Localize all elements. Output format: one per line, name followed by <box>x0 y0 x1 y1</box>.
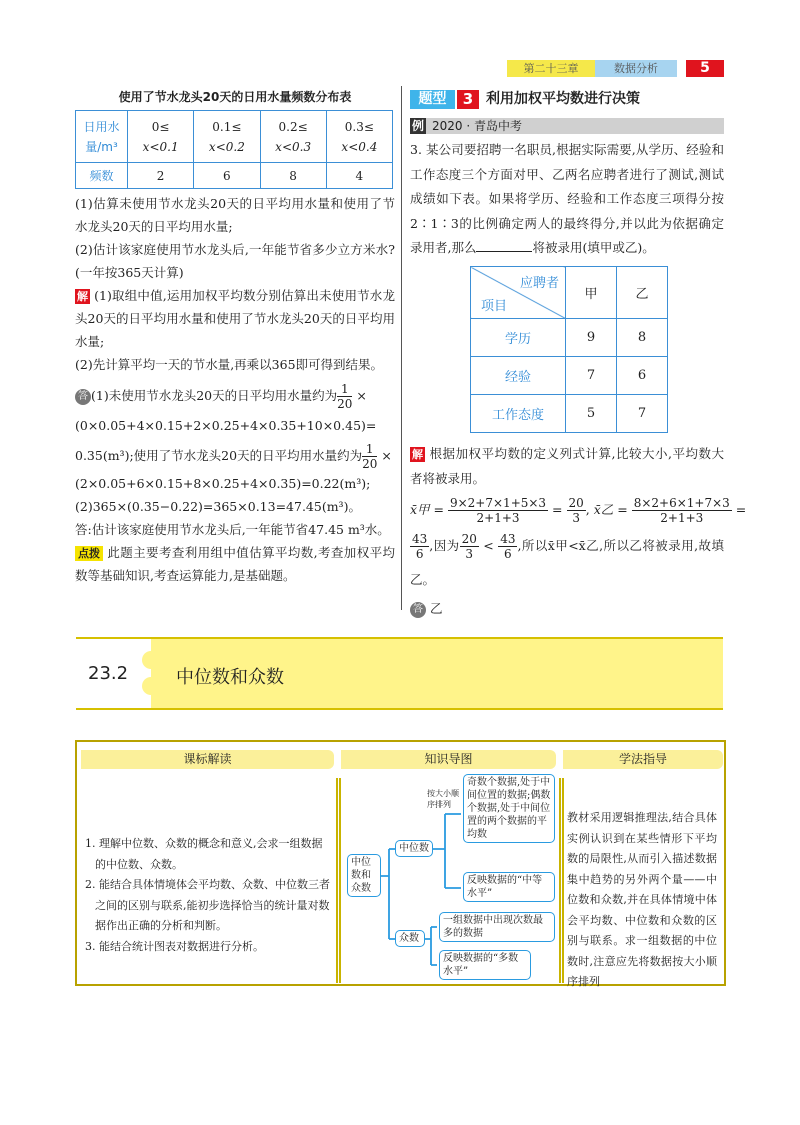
freq-cell: 4 <box>326 163 392 189</box>
answer: 答 (1)未使用节水龙头20天的日平均用水量约为 $\frac{1}{20}$ × <box>75 380 395 412</box>
question-type-number: 3 <box>457 90 479 109</box>
freq-cell: 2 <box>128 163 194 189</box>
list-item: 2. 能结合具体情境体会平均数、众数、中位数三者之间的区别与联系,能初步选择恰当的统计量对数据作出正确的分析和判断。 <box>85 878 330 932</box>
score-cell: 7 <box>617 395 668 433</box>
col-header: 乙 <box>617 267 668 319</box>
score-cell: 5 <box>566 395 617 433</box>
interval-cell: 0.3≤ x<0.4 <box>326 111 392 163</box>
question-type-title: 利用加权平均数进行决策 <box>486 91 640 107</box>
answer-line: (2)365×(0.35−0.22)=365×0.13=47.45(m³)。 <box>75 499 361 514</box>
sort-note: 按大小顺序排列 <box>427 789 459 809</box>
solution-tag: 解 <box>77 290 88 303</box>
mindmap-median: 中位数 <box>395 840 433 857</box>
score-cell: 7 <box>566 357 617 395</box>
mindmap-mode: 众数 <box>395 930 425 947</box>
answer-line: (0×0.05+4×0.15+2×0.25+4×0.35+10×0.45)= <box>75 418 377 433</box>
mindmap-root: 中位数和众数 <box>347 854 381 897</box>
mindmap-mode-def: 一组数据中出现次数最多的数据 <box>439 912 555 942</box>
section-title: 中位数和众数 <box>176 667 284 688</box>
answer-line: 0.35(m³);使用了节水龙头20天的日平均用水量约为 $\frac{1}{20}$ × <box>75 442 392 471</box>
curriculum-list <box>85 834 330 957</box>
interval-cell: 0.1≤ x<0.2 <box>194 111 260 163</box>
right-solution: 解 根据加权平均数的定义列式计算,比较大小,平均数大者将被录用。 x̄甲 = $\frac{9\times 2+7\times 1+5\times 3}{2+1+3}$ = $\frac{20}{3}$ , x̄乙 = $\frac{8\times 2+6\times 1+7\times 3}{2+1+3}$ = $\frac{43}{6}$ ,因为 $\frac{20}{3}$ < $\frac{43}{6}$ ,所以x̄甲<x̄乙,所以乙将被录用,故填乙。 答 乙 <box>410 446 747 616</box>
interval-cell: 0≤ x<0.1 <box>128 111 194 163</box>
mind-map <box>345 774 557 982</box>
score-table <box>470 266 668 433</box>
row-header: 频数 <box>76 163 128 189</box>
col-header: 甲 <box>566 267 617 319</box>
answer-blank <box>476 240 532 252</box>
solution-2: (2)先计算平均一天的节水量,再乘以365即可得到结果。 <box>75 357 384 372</box>
row-item: 经验 <box>471 357 566 395</box>
question-1: (1)估算未使用节水龙头20天的日平均用水量和使用了节水龙头20天的日平均用水量; <box>75 196 395 234</box>
mindmap-mode-meaning: 反映数据的“多数水平” <box>439 950 531 980</box>
table-caption: 使用了节水龙头20天的日用水量频数分布表 <box>118 90 352 104</box>
tip: 点拨 此题主要考查利用组中值估算平均数,考查加权平均数等基础知识,考查运算能力,是基础题。 <box>75 545 395 583</box>
answer-line: 答:估计该家庭使用节水龙头后,一年能节省47.45 m³水。 <box>75 522 390 537</box>
score-cell: 9 <box>566 319 617 357</box>
freq-cell: 6 <box>194 163 260 189</box>
page-number: 5 <box>686 60 724 77</box>
solution: 解 (1)取组中值,运用加权平均数分别估算出未使用节水龙头20天的日平均用水量和使用了节水龙头20天的日平均用水量; <box>75 288 395 349</box>
section-banner <box>76 637 723 710</box>
question-type-label: 题型 <box>410 90 455 109</box>
score-cell: 8 <box>617 319 668 357</box>
freq-cell: 8 <box>260 163 326 189</box>
study-guide: 教材采用逻辑推理法,结合具体实例认识到在某些情形下平均数的局限性,从而引入描述数据集中趋势的另外两个量——中位数和众数,并在具体情境中体会平均数、中位数和众数的区别与联系。求一组数据的中位数时,注意应先将数据按大小顺序排列 <box>567 811 717 988</box>
example-bar: 例 2020 · 青岛中考 <box>410 118 724 134</box>
chapter-label: 第二十三章 <box>507 60 595 77</box>
col-title: 知识导图 <box>341 750 556 769</box>
overview-box <box>75 740 726 986</box>
subject-label: 数据分析 <box>595 60 677 77</box>
corner-cell: 应聘者 项目 <box>471 267 566 319</box>
section-number: 23.2 <box>88 663 129 684</box>
list-item: 3. 能结合统计图表对数据进行分析。 <box>85 939 264 953</box>
row-header: 日用水量/m³ <box>76 111 128 163</box>
row-item: 工作态度 <box>471 395 566 433</box>
frequency-table <box>75 110 393 189</box>
answer-icon: 答 <box>410 602 426 618</box>
example-tag: 例 <box>411 119 424 133</box>
row-item: 学历 <box>471 319 566 357</box>
column-divider <box>401 86 402 610</box>
interval-cell: 0.2≤ x<0.3 <box>260 111 326 163</box>
answer-line: (2×0.05+6×0.15+8×0.25+4×0.35)=0.22(m³); <box>75 476 371 491</box>
list-item: 1. 理解中位数、众数的概念和意义,会求一组数据的中位数、众数。 <box>85 837 323 871</box>
mindmap-median-meaning: 反映数据的“中等水平” <box>463 872 555 902</box>
col-title: 课标解读 <box>81 750 334 769</box>
score-cell: 6 <box>617 357 668 395</box>
solution-tag: 解 <box>412 448 423 461</box>
answer-icon: 答 <box>75 389 91 405</box>
problem-text: 3. 某公司要招聘一名职员,根据实际需要,从学历、经验和工作态度三个方面对甲、乙两名应聘者进行了测试,测试成绩如下表。如果将学历、经验和工作态度三项得分按2∶1∶3的比例确定两人的最终得分,并以此为依据确定录用者,那么 将被录用(填甲或乙)。 <box>410 142 724 255</box>
left-column <box>75 88 395 587</box>
mindmap-median-def: 奇数个数据,处于中间位置的数据;偶数个数据,处于中间位置的两个数据的平均数 <box>463 774 555 843</box>
question-2: (2)估计该家庭使用节水龙头后,一年能节省多少立方米水?(一年按365天计算) <box>75 242 395 280</box>
col-title: 学法指导 <box>563 750 723 769</box>
tip-tag: 点拨 <box>75 546 103 561</box>
